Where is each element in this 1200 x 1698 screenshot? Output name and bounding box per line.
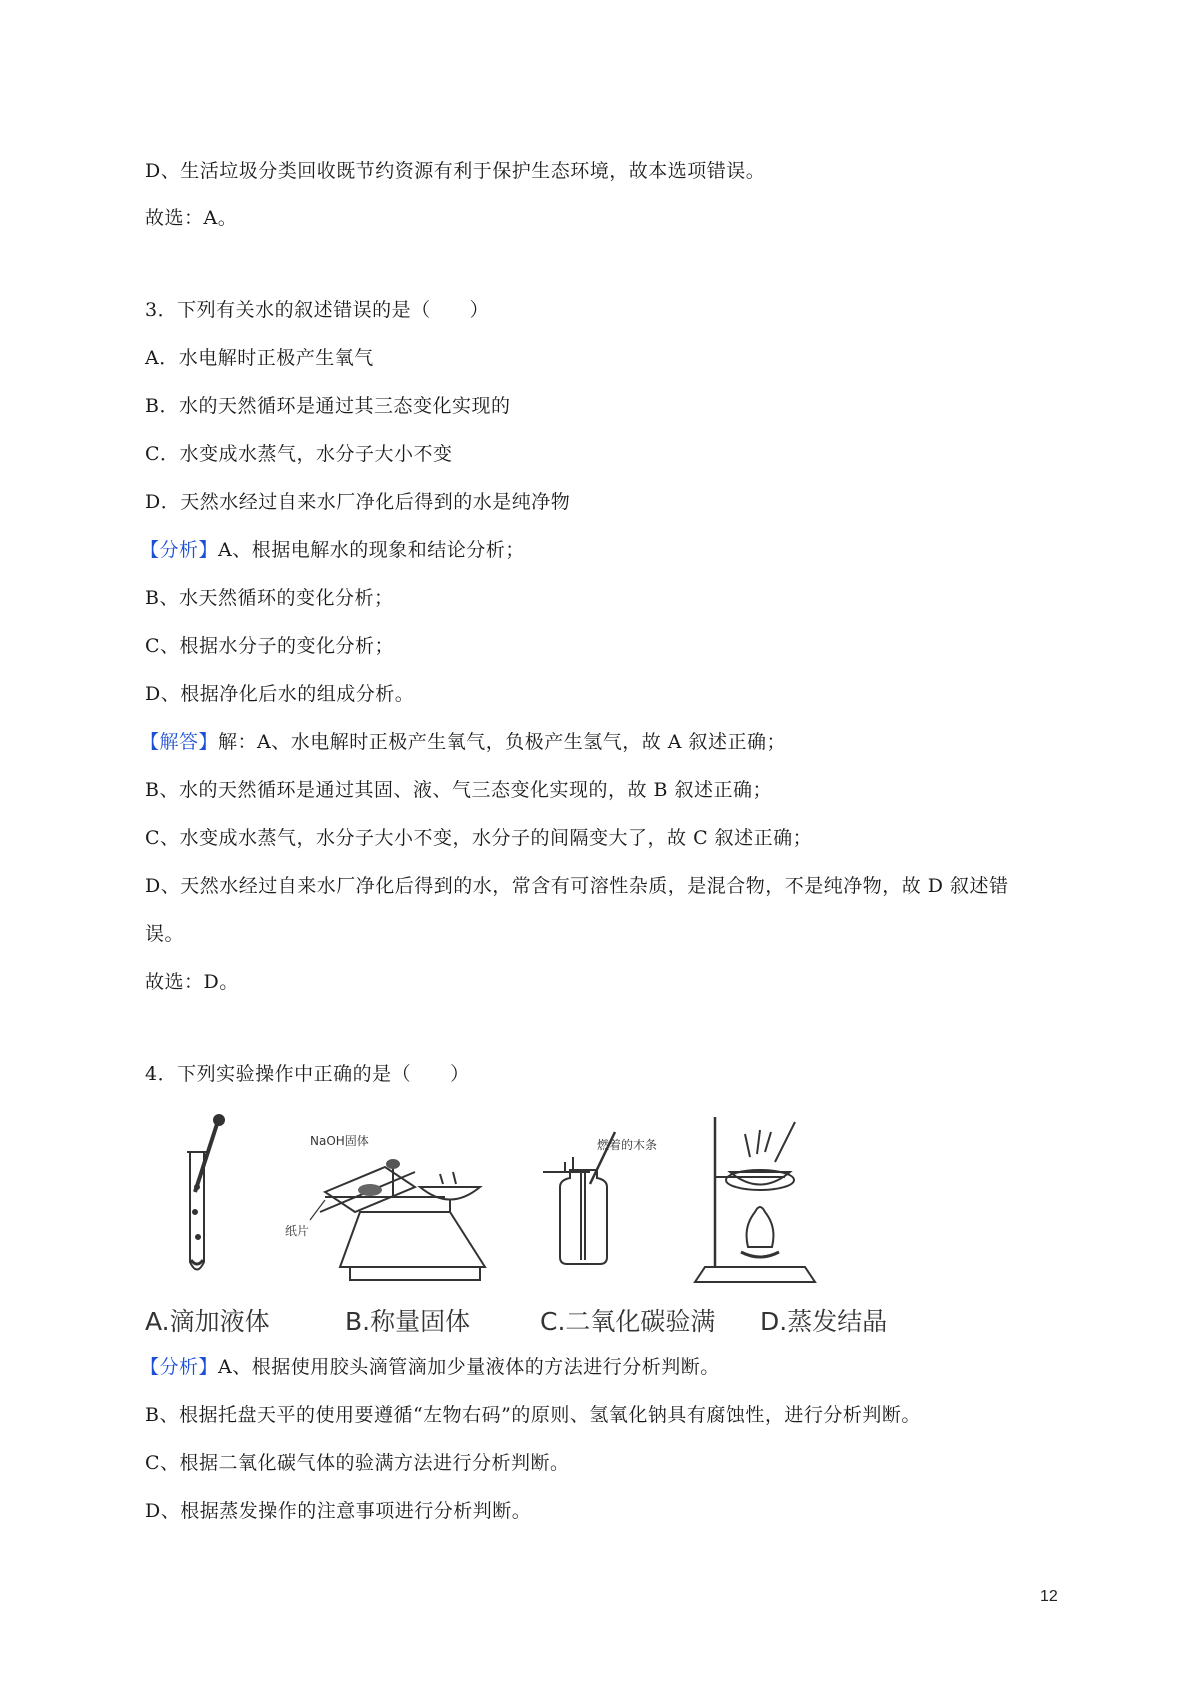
question-4-stem: 4．下列实验操作中正确的是（ ）	[145, 1063, 470, 1085]
text-line: D、生活垃圾分类回收既节约资源有利于保护生态环境，故本选项错误。	[145, 160, 766, 182]
dropper-test-tube-illustration	[187, 1115, 224, 1270]
analysis-4	[140, 1355, 720, 1379]
text-line: 故选：A。	[145, 207, 238, 229]
analysis-tag: 【分析】	[140, 1356, 219, 1378]
text-line: C、根据水分子的变化分析；	[145, 635, 395, 657]
question-3-option-d: D．天然水经过自来水厂净化后得到的水是纯净物	[145, 491, 571, 513]
text-line: D、天然水经过自来水厂净化后得到的水，常含有可溶性杂质，是混合物，不是纯净物，故 D 叙述错	[145, 875, 1009, 897]
solution-text: 解：A、水电解时正极产生氧气，负极产生氢气，故 A 叙述正确；	[218, 731, 787, 753]
caption-c: C.二氧化碳验满	[540, 1307, 716, 1336]
text-line: C、根据二氧化碳气体的验满方法进行分析判断。	[145, 1452, 570, 1474]
naoh-label: NaOH固体	[310, 1134, 369, 1148]
caption-a: A.滴加液体	[145, 1307, 270, 1336]
question-3-option-a: A．水电解时正极产生氧气	[145, 347, 374, 369]
analysis-tag: 【分析】	[140, 539, 219, 561]
text-line: B、根据托盘天平的使用要遵循“左物右码”的原则、氢氧化钠具有腐蚀性，进行分析判断。	[145, 1404, 921, 1426]
text-line: B、水的天然循环是通过其固、液、气三态变化实现的，故 B 叙述正确；	[145, 779, 773, 801]
analysis-text: A、根据电解水的现象和结论分析；	[218, 539, 525, 561]
paper-label: 纸片	[285, 1224, 310, 1238]
solution-tag: 【解答】	[140, 731, 219, 753]
analysis-3	[140, 538, 525, 562]
analysis-text: A、根据使用胶头滴管滴加少量液体的方法进行分析判断。	[218, 1356, 720, 1378]
solution-3	[140, 730, 786, 754]
text-line: D、根据净化后水的组成分析。	[145, 683, 415, 705]
balance-illustration	[310, 1159, 485, 1280]
question-3-option-c: C．水变成水蒸气，水分子大小不变	[145, 443, 453, 465]
caption-b: B.称量固体	[345, 1307, 471, 1336]
experiment-figure	[145, 1112, 1085, 1347]
burning-stick-label: 燃着的木条	[597, 1138, 658, 1152]
text-line: D、根据蒸发操作的注意事项进行分析判断。	[145, 1500, 532, 1522]
text-line: 误。	[145, 923, 185, 945]
caption-d: D.蒸发结晶	[760, 1307, 888, 1336]
page-number: 12	[1040, 1588, 1058, 1605]
question-3-stem: 3．下列有关水的叙述错误的是（ ）	[145, 299, 490, 321]
answer-3: 故选：D。	[145, 971, 239, 993]
text-line: C、水变成水蒸气，水分子大小不变，水分子的间隔变大了，故 C 叙述正确；	[145, 827, 813, 849]
question-3-option-b: B．水的天然循环是通过其三态变化实现的	[145, 395, 511, 417]
evaporation-setup-illustration	[695, 1117, 815, 1282]
text-line: B、水天然循环的变化分析；	[145, 587, 394, 609]
